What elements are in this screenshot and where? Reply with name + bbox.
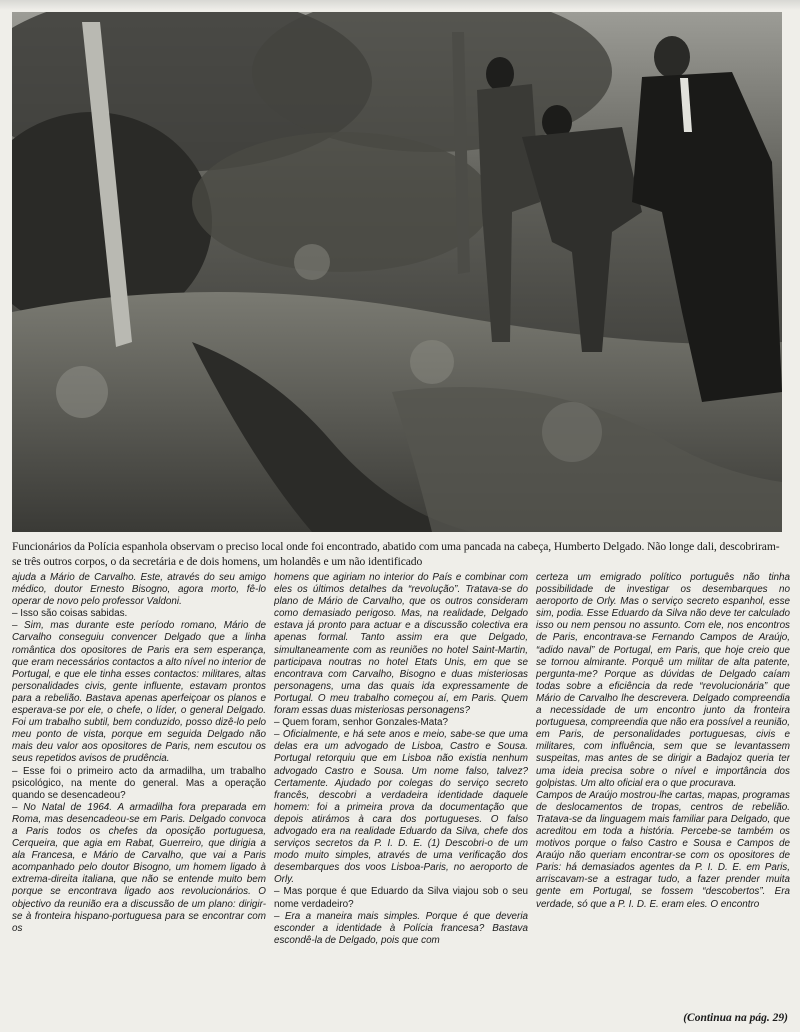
forest-scene-photo — [12, 12, 782, 532]
paragraph: Campos de Araújo mostrou-lhe cartas, mapas, programas de deslocamentos de tropas, centros de rebelião. Tratava-se da linguagem mais familiar para Delgado, que acreditou em toda a história. Percebe-se também os motivos porque o falso Castro e Sousa e Campos de Araújo não queriam encontrar-se com os opositores de Paris: há demasiados agentes da P. I. D. E. em Paris, arriscavam-se a estragar tudo, a fazer prender muita gente em Portugal, se fossem “descobertos”. Era verdade, só que a P. I. D. E. eram eles. O encontro — [536, 789, 790, 910]
paragraph: certeza um emigrado político português não tinha possibilidade de investigar os desembarques no aeroporto de Orly. Mas o serviço secreto espanhol, esse sim, podia. Esse Eduardo da Silva não deve ter calculado isso ou nem pensou no assunto. Com ele, nos encontros de Paris, encontrava-se Fernando Campos de Araújo, “adido naval” de Portugal, em Paris, que hoje creio que se tornou almirante. Porquê um militar de alta patente, pergunta-me? Porque as dúvidas de Delgado caíam todas sobre a eficiência da rede “revolucionária” que Mário de Carvalho lhe descrevera. Delgado compreendia a necessidade de um encontro junto da fronteira portuguesa, compreendia que não era possível a reunião, em Paris, de personalidades portuguesas, civis e militares, com influência, sem que se levantassem suspeitas, mas antes de se dirigir a Badajoz queria ter uma ideia precisa sobre o nível e importância dos golpistas. Um alto oficial era o que procurava. — [536, 572, 790, 789]
paragraph: – Isso são coisas sabidas. — [12, 608, 128, 620]
paragraph: – Esse foi o primeiro acto da armadilha, um trabalho psicológico, na mente do general. Mas a operação quando se desencadeou? — [12, 765, 266, 801]
article-column-3 — [536, 572, 790, 1027]
paragraph: – Era a maneira mais simples. Porque é que deveria esconder a identidade à Polícia francesa? Bastava escondê-la de Delgado, pois que com — [274, 910, 528, 946]
paragraph: – Mas porque é que Eduardo da Silva viajou sob o seu nome verdadeiro? — [274, 886, 528, 910]
paragraph: – No Natal de 1964. A armadilha fora preparada em Roma, mas desencadeou-se em Paris. Delgado convoca a Paris todos os chefes da oposição portuguesa, Cerqueira, que agia em Rabat, Guerreiro, que dirigia a ala Francesa, e Mário de Carvalho, que vai a Paris acompanhado pelo doutor Bisogno, um homem ligado à extrema-direita italiana, que não se entende muito bem porque se encontrava ligado aos revolucionários. O objectivo da reunião era a discussão de um plano: dirigir-se à fronteira hispano-portuguesa para se encontrar com os — [12, 801, 266, 934]
article-column-1 — [12, 572, 266, 1027]
paragraph: – Oficialmente, e há sete anos e meio, sabe-se que uma delas era um advogado de Lisboa, Castro e Sousa. Portugal retorquiu que em Lisboa não existia nenhum advogado Castro e Sousa. Um nome falso, talvez? Certamente. Ajudado por colegas do serviço secreto francês, descobri a verdadeira identidade daquele homem: foi a primeira prova da documentação que depois atirámos à cara dos portugueses. O falso advogado era na realidade Eduardo da Silva, chefe dos serviços secretos da P. I. D. E. (1) Descobri-o de um modo muito simples, através de uma verificação dos desembarques dos voos Lisboa-Paris, no aeroporto de Orly. — [274, 729, 528, 886]
page-top-edge — [0, 0, 800, 10]
article-photo — [12, 12, 782, 532]
photo-caption: Funcionários da Polícia espanhola observam o preciso local onde foi encontrado, abatido com uma pancada na cabeça, Humberto Delgado. Não longe dali, descobriram-se três outros corpos, o da secretária e de dois homens, um holandês e um não identificado — [12, 540, 780, 568]
article-body — [12, 572, 790, 1027]
paragraph: ajuda a Mário de Carvalho. Este, através do seu amigo médico, doutor Ernesto Bisogno, agora morto, fê-lo operar de novo pelo professor Valdoni. — [12, 572, 266, 608]
paragraph: – Quem foram, senhor Gonzales-Mata? — [274, 717, 448, 729]
paragraph: – Sim, mas durante este período romano, Mário de Carvalho conseguiu convencer Delgado que a linha romântica dos opositores de Paris era sem esperança, que eram necessários contactos a alto nível no interior de Portugal, e que ele tinha esses contactos: militares, altas personalidades civis, gente influente, estavam prontos para a rebelião. Bastava apenas aperfeiçoar os planos e esperava-se por ele, o chefe, o líder, o general Delgado. Foi um trabalho subtil, bem conduzido, posso dizê-lo pelo meu ponto de vista, porque em seguida Delgado não mais deu valor aos opositores de Paris, nem escutou os seus repetidos avisos de prudência. — [12, 620, 266, 765]
continuation-note: (Continua na pág. 29) — [683, 1012, 788, 1024]
paragraph: homens que agiriam no interior do País e combinar com eles os últimos detalhes da “revolução”. Tratava-se do plano de Mário de Carvalho, que os outros consideram como demasiado perigoso. Mas, na realidade, Delgado estava já pronto para actuar e a discussão colectiva era apenas formal. Tanto assim era que Delgado, simultaneamente com as reuniões no hotel Saint-Martin, participava noutras no hotel Etats Unis, em que se encontrava com Carvalho, Bisogno e duas misteriosas personagens, uma das quais ida expressamente de Portugal. O meu trabalho começou aí, em Paris. Quem foram essas duas misteriosas personagens? — [274, 572, 528, 717]
article-column-2 — [274, 572, 528, 1027]
